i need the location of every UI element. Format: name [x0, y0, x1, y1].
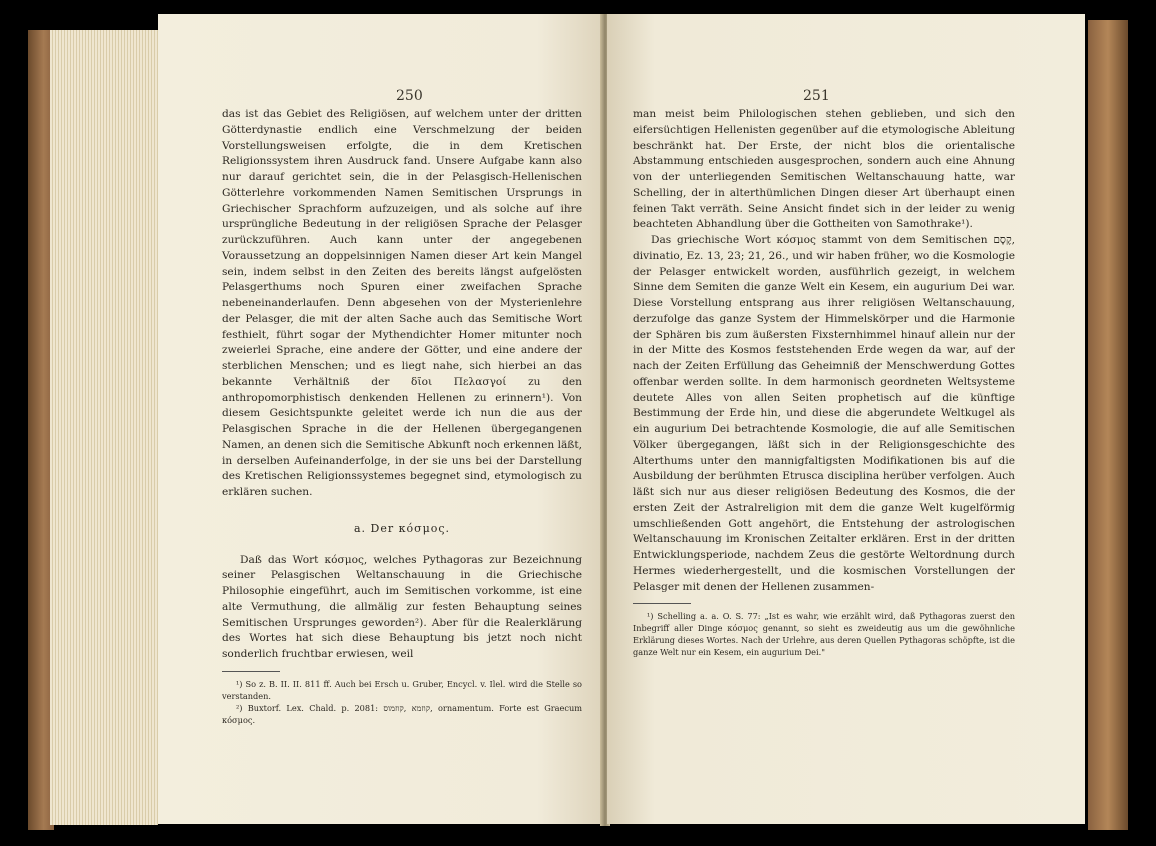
left-page-text [222, 107, 582, 726]
paragraph: Das griechische Wort κόσμος stammt von dem Semitischen קֶסֶם, divinatio, Ez. 13, 23; 21, 26., und wir haben früher, wo die Kosmologie der Pelasger entwickelt worden, ausführlich gezeigt, in welchem Sinne dem Semiten die ganze Welt ein Kesem, ein augurium Dei war. Diese Vorstellung entsprang aus ihrer religiösen Weltanschauung, derzufolge das ganze System der Himmelskörper und die Harmonie der Sphären bis zum äußersten Fixsternhimmel hinauf allein nur der in der Mitte des Kosmos feststehenden Erde wegen da war, auf der nach der Zeiten Erfüllung das Geheimniß der Menschwerdung Gottes offenbar werden sollte. In dem harmonisch geordneten Weltsysteme deutete Alles von allen Seiten prophetisch auf die künftige Bestimmung der Erde hin, und diese die abgerundete Weltkugel als ein augurium Dei betrachtende Kosmologie, die auf alle Semitischen Völker übergegangen, läßt sich in der Religionsgeschichte des Alterthums unter den mannigfaltigsten Modifikationen bis auf die Ausbildung der berühmten Etrusca disciplina herüber verfolgen. Auch läßt sich nur aus dieser religiösen Bedeutung des Kosmos, die der ersten Zeit der Astralreligion mit dem die ganze Welt kugelförmig umschließenden Gott angehört, die Entstehung der astrologischen Weltanschauung im Kronischen Zeitalter erklären. Erst in der dritten Entwicklungsperiode, nachdem Zeus die gestörte Weltordnung durch Hermes wiederhergestellt, und die kosmischen Vorstellungen der Pelasger mit denen der Hellenen zusammen- [633, 234, 1015, 593]
paragraph: Daß das Wort κόσμος, welches Pythagoras zur Bezeichnung seiner Pelasgischen Weltanschauung in die Griechische Philosophie eingeführt, auch im Semitischen vorkomme, ist eine alte Vermuthung, die allmälig zur festen Behauptung seines Semitischen Ursprunges geworden²). Aber für die Realerklärung des Wortes hat sich diese Behauptung bis jetzt noch nicht sonderlich fruchtbar erwiesen, weil [222, 553, 582, 660]
page-number: 251 [803, 88, 830, 104]
footnote: ¹) Schelling a. a. O. S. 77: „Ist es wahr, wie erzählt wird, daß Pythagoras zuerst den Inbegriff aller Dinge κόσμος genannt, so sieht es zweideutig aus um die gewöhnliche Erklärung dieses Wortes. Nach der Urlehre, aus deren Quellen Pythagoras schöpfte, ist die ganze Welt nur ein Kesem, ein augurium Dei." [633, 611, 1015, 658]
right-page [607, 14, 1085, 824]
footnote-divider [633, 603, 691, 604]
page-edges [50, 30, 158, 825]
right-page-text [633, 107, 1015, 658]
section-heading: a. Der κόσμος. [353, 521, 451, 535]
footnote-divider [222, 671, 280, 672]
paragraph: das ist das Gebiet des Religiösen, auf welchem unter der dritten Götterdynastie endlich eine Verschmelzung der beiden Vorstellungsweisen erfolgte, die in dem Kretischen Religionssystem ihren Ausdruck fand. Unsere Aufgabe kann also nur darauf gerichtet sein, die in der Pelasgisch-Hellenischen Götterlehre vorkommenden Namen Semitischen Ursprungs in Griechischer Sprachform aufzuzeigen, und als solche auf ihre ursprüngliche Bedeutung in der religiösen Sprache der Pelasger zurückzuführen. Auch kann unter der angegebenen Voraussetzung an doppelsinnigen Namen dieser Art kein Mangel sein, indem selbst in den Zeiten des bereits längst aufgelösten Pelasgerthums noch Spuren einer zweifachen Sprache nebeneinanderlaufen. Denn abgesehen von der Mysterienlehre der Pelasger, die mit der alten Sache auch das Semitische Wort festhielt, führt sogar der Mythendichter Homer mitunter noch zweierlei Sprache, eine andere der Götter, und eine andere der sterblichen Menschen; und es liegt nahe, sich hierbei an das bekannte Verhältniß der δῖοι Πελασγοί zu den anthropomorphistisch denkenden Hellenen zu erinnern¹). Von diesem Gesichtspunkte geleitet werde ich nun die aus der Pelasgischen Sprache in die der Hellenen übergegangenen Namen, an denen sich die Semitische Abkunft noch erkennen läßt, in derselben Aufeinanderfolge, in der sie uns bei der Darstellung des Kretischen Religionssystemes begegnet sind, etymologisch zu erklären suchen. [222, 108, 582, 498]
book-cover-right [1088, 20, 1128, 830]
left-page [158, 14, 604, 824]
paragraph: man meist beim Philologischen stehen geblieben, und sich den eifersüchtigen Hellenisten gegenüber auf die etymologische Ableitung beschränkt hat. Der Erste, der nicht blos die orientalische Abstammung entschieden ausgesprochen, sondern auch eine Ahnung von der unterliegenden Semitischen Weltanschauung hatte, war Schelling, der in alterthümlichen Dingen dieser Art überhaupt einen feinen Takt verräth. Seine Ansicht findet sich in der leider zu wenig beachteten Abhandlung über die Gottheiten von Samothrake¹). [633, 108, 1015, 231]
page-number: 250 [396, 88, 423, 104]
footnote: ¹) So z. B. II. II. 811 ff. Auch bei Ersch u. Gruber, Encycl. v. Ilel. wird die Stelle so verstanden. [222, 678, 582, 701]
footnote: ²) Buxtorf. Lex. Chald. p. 2081: קוזמא ,קוזמוס, ornamentum. Forte est Graecum κόσμος. [222, 702, 582, 725]
